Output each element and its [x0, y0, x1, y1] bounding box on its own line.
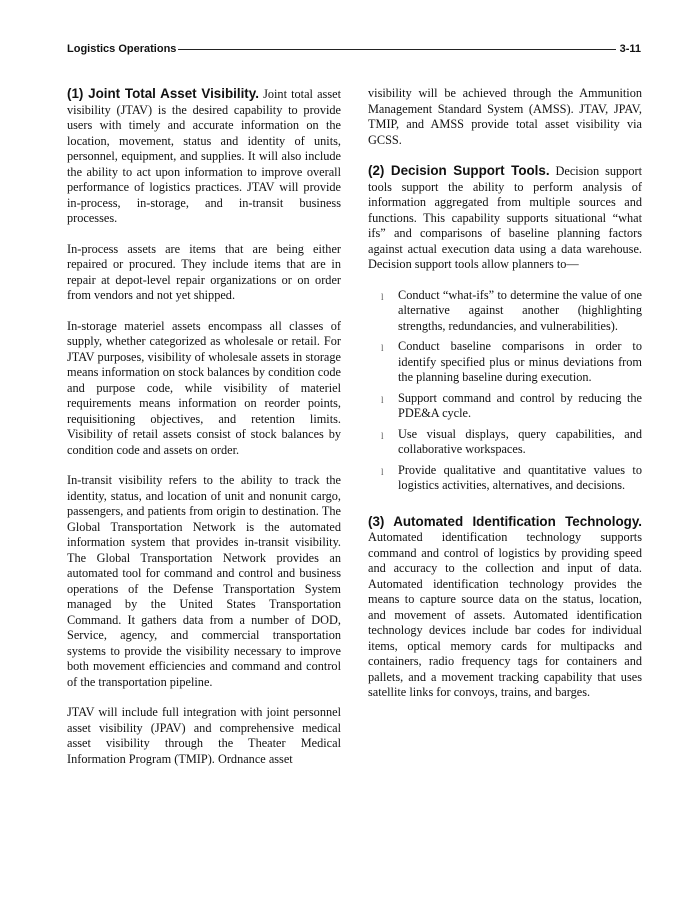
page-number: 3-11 [616, 42, 641, 56]
bullet-icon: l [381, 394, 384, 405]
list-item-text: Conduct “what-ifs” to determine the value of one alternative against another (highlighting strengths, redundancies, and vulnerabilities). [398, 287, 642, 333]
bullet-icon: l [381, 291, 384, 302]
ait-paragraph [368, 514, 642, 701]
list-item [368, 463, 642, 494]
in-transit-paragraph: In-transit visibility refers to the ability to track the identity, status, and location of unit and nonunit cargo, passengers, and patients from origin to destination. The Global Transportation Network is the automated information system that provides in-transit visibility. The Global Transportation Network provides an automated tool for command and control and business operations of the Defense Transportation System managed by the United States Transportation Command. It gathers data from a number of DOD, Service, agency, and commercial transportation systems to provide the visibility necessary to improve both movement efficiencies and command and control of the transportation pipeline. [67, 473, 341, 689]
in-storage-paragraph: In-storage materiel assets encompass all classes of supply, whether categorized as wholesale or retail. For JTAV purposes, visibility of wholesale assets in storage means information on stock balances by condition code and purpose code, while visibility of materiel requirements means information on reorder points, requisitioning objectives, and retention limits. Visibility of retail assets consist of stock balances by condition code and assets on order. [67, 318, 341, 457]
list-item-text: Conduct baseline comparisons in order to identify specified plus or minus deviations from the planning baseline during execution. [398, 339, 642, 384]
decision-support-text: Decision support tools support the ability to perform analysis of information aggregated from multiple sources and functions. This capability supports situational “what ifs” and comparisons of baseline planning factors against actual execution data using a data warehouse. Decision support tools allow planners to— [368, 164, 642, 271]
jtav-text: Joint total asset visibility (JTAV) is the desired capability to provide users with timely and accurate information on the location, movement, status and identity of units, personnel, equipment, and supplies. It will also include the ability to act upon information to improve overall performance of logistics practices. JTAV will provide in-process, in-storage, and in-transit business processes. [67, 87, 341, 225]
list-item [368, 391, 642, 422]
list-item-text: Use visual displays, query capabilities, and collaborative workspaces. [398, 426, 642, 456]
ait-heading: (3) Automated Identification Technology. [368, 513, 642, 529]
list-item [368, 339, 642, 386]
decision-support-paragraph [368, 163, 642, 273]
right-column [368, 86, 642, 716]
list-item [368, 427, 642, 458]
decision-support-heading: (2) Decision Support Tools. [368, 163, 550, 178]
bullet-icon: l [381, 430, 384, 441]
ordnance-continued-paragraph: visibility will be achieved through the Ammunition Management Standard System (AMSS). JTAV, JPAV, TMIP, and AMSS provide total asset visibility via GCSS. [368, 86, 642, 147]
list-item [368, 288, 642, 335]
bullet-icon: l [381, 466, 384, 477]
list-item-text: Provide qualitative and quantitative values to logistics activities, alternatives, and decisions. [398, 462, 642, 492]
running-header [67, 42, 641, 58]
ait-text: Automated identification technology supports command and control of logistics by providing speed and accuracy to the collection and input of data. Automated identification technology provides the means to capture source data on the status, location, and movement of assets. Automated identification technology devices include bar codes for individual items, optical memory cards for multipacks and containers, radio frequency tags for containers and pallets, and a movement tracking capability that uses satellite links for convoys, trains, and barges. [368, 530, 642, 699]
in-process-paragraph: In-process assets are items that are being either repaired or procured. They include items that are in repair at depot-level repair organizations or on order from vendors and not yet shipped. [67, 241, 341, 302]
list-item-text: Support command and control by reducing the PDE&A cycle. [398, 390, 642, 420]
jtav-paragraph [67, 86, 341, 227]
bullet-icon: l [381, 343, 384, 353]
jtav-heading: (1) Joint Total Asset Visibility. [67, 86, 259, 101]
header-title: Logistics Operations [67, 43, 177, 55]
decision-tools-list [368, 288, 642, 494]
left-column [67, 86, 341, 782]
jtav-integration-paragraph: JTAV will include full integration with joint personnel asset visibility (JPAV) and comprehensive medical asset visibility through the Theater Medical Information Program (TMIP). Ordnance asset [67, 705, 341, 766]
